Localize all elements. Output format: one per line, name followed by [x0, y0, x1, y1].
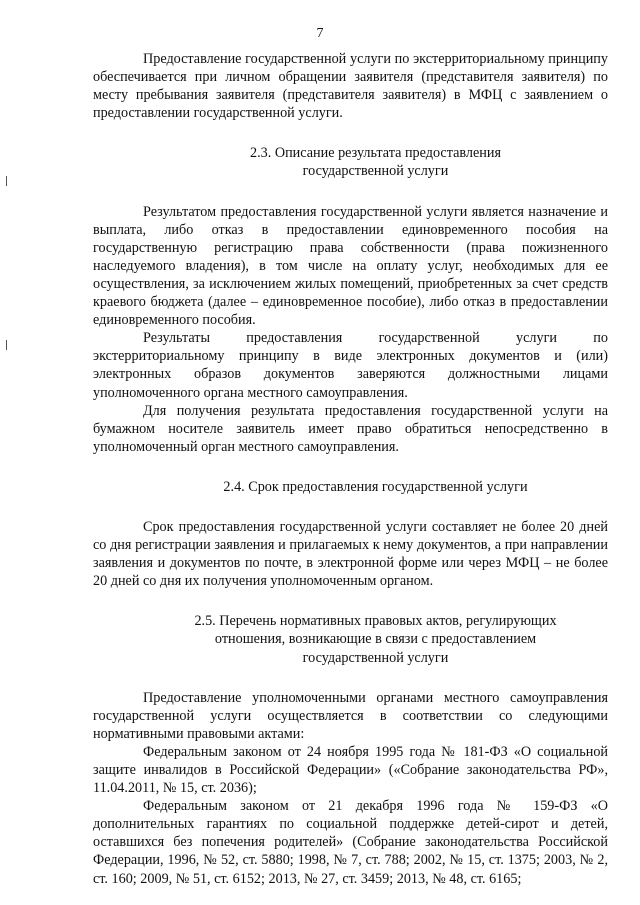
- paragraph-extraterritorial-principle: Предоставление государственной услуги по экстерриториальному принципу обеспечивается при личном обращении заявителя (представителя заявителя) по месту пребывания заявителя (представителя заявителя) в МФЦ с заявлением о предоставлении государственной услуги.: [93, 51, 608, 122]
- section-2-3-heading-line-2: государственной услуги: [302, 163, 449, 180]
- paragraph-paper-result: Для получения результата предоставления государственной услуги на бумажном носителе заявитель имеет право обратиться непосредственно в уполномоченный орган местного самоуправления.: [93, 402, 608, 455]
- section-2-5-heading-line-2: отношения, возникающие в связи с предоставлением: [214, 631, 537, 648]
- section-2-4-heading: 2.4. Срок предоставления государственной услуги: [223, 478, 528, 495]
- paragraph-service-result: Результатом предоставления государственной услуги является назначение и выплата, либо отказ в предоставлении единовременного пособия на государственную регистрацию права собственности (права пожизненного наследуемого владения), в том числе на оплату услуг, необходимых для ее осуществления, за исключением жилых помещений, приобретенных за счет средств краевого бюджета (далее – единовременное пособие), либо отказ в предоставлении единовременного пособия.: [93, 203, 608, 329]
- document-body: [93, 50, 608, 888]
- paragraph-law-159-fz: Федеральным законом от 21 декабря 1996 года № 159-ФЗ «О дополнительных гарантиях по социальной поддержке детей-сирот и детей, оставшихся без попечения родителей» (Собрание законодательства Российской Федерации, 1996, № 52, ст. 5880; 1998, № 7, ст. 788; 2002, № 15, ст. 1375; 2003, № 2, ст. 160; 2009, № 51, ст. 6152; 2013, № 27, ст. 3459; 2013, № 48, ст. 6165;: [93, 798, 608, 887]
- paragraph-law-181-fz: Федеральным законом от 24 ноября 1995 года № 181-ФЗ «О социальной защите инвалидов в Российской Федерации» («Собрание законодательства РФ», 11.04.2011, № 15, ст. 2036);: [93, 743, 608, 797]
- margin-mark-bottom: [6, 340, 7, 350]
- margin-mark-top: [6, 176, 7, 186]
- paragraph-electronic-results: Результаты предоставления государственной услуги по экстерриториальному принципу в виде электронных документов и (или) электронных образов документов заверяются должностными лицами уполномоченного органа местного самоуправления.: [93, 330, 608, 401]
- section-2-5-heading-line-3: государственной услуги: [302, 649, 449, 666]
- page-number: 7: [316, 26, 324, 41]
- section-2-3-heading-line-1: 2.3. Описание результата предоставления: [250, 145, 501, 162]
- paragraph-legal-acts-intro: Предоставление уполномоченными органами местного самоуправления государственной услуги осуществляется в соответствии со следующими нормативными правовыми актами:: [93, 689, 608, 742]
- section-2-5-heading-line-1: 2.5. Перечень нормативных правовых актов, регулирующих: [194, 613, 557, 630]
- paragraph-service-term: Срок предоставления государственной услуги составляет не более 20 дней со дня регистрации заявления и прилагаемых к нему документов, а при направлении заявления и документов по почте, в электронной форме или через МФЦ – не более 20 дней со дня их получения уполномоченным органом.: [93, 518, 608, 590]
